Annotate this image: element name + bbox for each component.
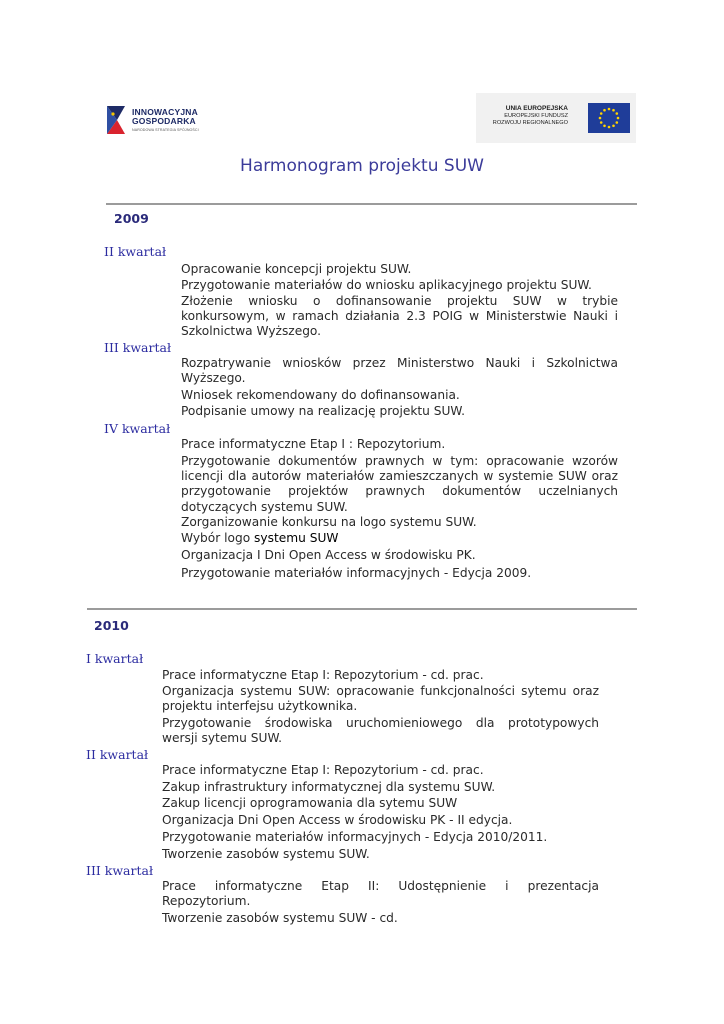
quarter-label: II kwartał bbox=[104, 244, 167, 259]
schedule-item-highlight: systemu SUW bbox=[254, 531, 339, 545]
eu-logo-line2: EUROPEJSKI FUNDUSZ bbox=[504, 113, 568, 119]
schedule-item: Złożenie wniosku o dofinansowanie projektu SUW w trybie konkursowym, w ramach działania 2.3 POIG w Ministerstwie Nauki i Szkolnictwa Wyższego. bbox=[181, 294, 618, 339]
quarter-label: III kwartał bbox=[104, 340, 172, 355]
innowacyjna-flag-icon bbox=[105, 104, 127, 136]
schedule-item: Opracowanie koncepcji projektu SUW. bbox=[181, 262, 412, 276]
eu-logo-line1: UNIA EUROPEJSKA bbox=[505, 105, 568, 112]
schedule-item: Przygotowanie dokumentów prawnych w tym: opracowanie wzorów licencji dla autorów materiałów zamieszczanych w systemie SUW oraz przygotowanie projektów prawnych dokumentów uczelnianych dotyczących systemu SUW. bbox=[181, 454, 618, 514]
schedule-item-text: Wybór logo bbox=[181, 531, 255, 545]
page-title: Harmonogram projektu SUW bbox=[240, 156, 484, 176]
year-heading: 2009 bbox=[114, 211, 149, 226]
schedule-item: Organizacja I Dni Open Access w środowisku PK. bbox=[181, 548, 476, 562]
schedule-item: Wniosek rekomendowany do dofinansowania. bbox=[181, 388, 460, 402]
eu-logo bbox=[476, 93, 636, 143]
quarter-label: IV kwartał bbox=[104, 421, 171, 436]
schedule-item: Prace informatyczne Etap I: Repozytorium - cd. prac. bbox=[162, 763, 484, 777]
schedule-item: Prace informatyczne Etap I : Repozytorium. bbox=[181, 437, 446, 451]
schedule-item: Prace informatyczne Etap I: Repozytorium - cd. prac. bbox=[162, 668, 484, 682]
logo-left-line3: NARODOWA STRATEGIA SPÓJNOŚCI bbox=[132, 128, 199, 132]
schedule-item: Przygotowanie materiałów informacyjnych - Edycja 2009. bbox=[181, 566, 532, 580]
logo-left-line1: INNOWACYJNA bbox=[132, 107, 198, 117]
innowacyjna-gospodarka-logo bbox=[105, 102, 215, 140]
schedule-item: Rozpatrywanie wniosków przez Ministerstwo Nauki i Szkolnictwa Wyższego. bbox=[181, 356, 618, 386]
schedule-item bbox=[181, 531, 618, 546]
schedule-item: Tworzenie zasobów systemu SUW - cd. bbox=[162, 911, 398, 925]
schedule-item: Zakup infrastruktury informatycznej dla systemu SUW. bbox=[162, 780, 496, 794]
schedule-item: Zakup licencji oprogramowania dla sytemu SUW bbox=[162, 796, 458, 810]
quarter-label: III kwartał bbox=[86, 863, 154, 878]
schedule-item: Podpisanie umowy na realizację projektu SUW. bbox=[181, 404, 465, 418]
section-divider bbox=[106, 203, 637, 205]
schedule-item: Przygotowanie środowiska uruchomieniowego dla prototypowych wersji sytemu SUW. bbox=[162, 716, 599, 746]
schedule-item: Tworzenie zasobów systemu SUW. bbox=[162, 847, 370, 861]
eu-flag-icon bbox=[588, 103, 630, 133]
schedule-item: Organizacja systemu SUW: opracowanie funkcjonalności sytemu oraz projektu interfejsu użytkownika. bbox=[162, 684, 599, 714]
section-divider bbox=[87, 608, 637, 610]
quarter-label: II kwartał bbox=[86, 747, 149, 762]
schedule-item: Prace informatyczne Etap II: Udostępnienie i prezentacja Repozytorium. bbox=[162, 879, 599, 909]
quarter-label: I kwartał bbox=[86, 651, 144, 666]
schedule-item: Przygotowanie materiałów informacyjnych - Edycja 2010/2011. bbox=[162, 830, 548, 844]
eu-logo-line3: ROZWOJU REGIONALNEGO bbox=[492, 120, 568, 126]
schedule-item: Zorganizowanie konkursu na logo systemu SUW. bbox=[181, 515, 477, 529]
logo-left-line2: GOSPODARKA bbox=[132, 116, 196, 126]
schedule-item: Organizacja Dni Open Access w środowisku PK - II edycja. bbox=[162, 813, 513, 827]
year-heading: 2010 bbox=[94, 618, 129, 633]
schedule-item: Przygotowanie materiałów do wniosku aplikacyjnego projektu SUW. bbox=[181, 278, 592, 292]
